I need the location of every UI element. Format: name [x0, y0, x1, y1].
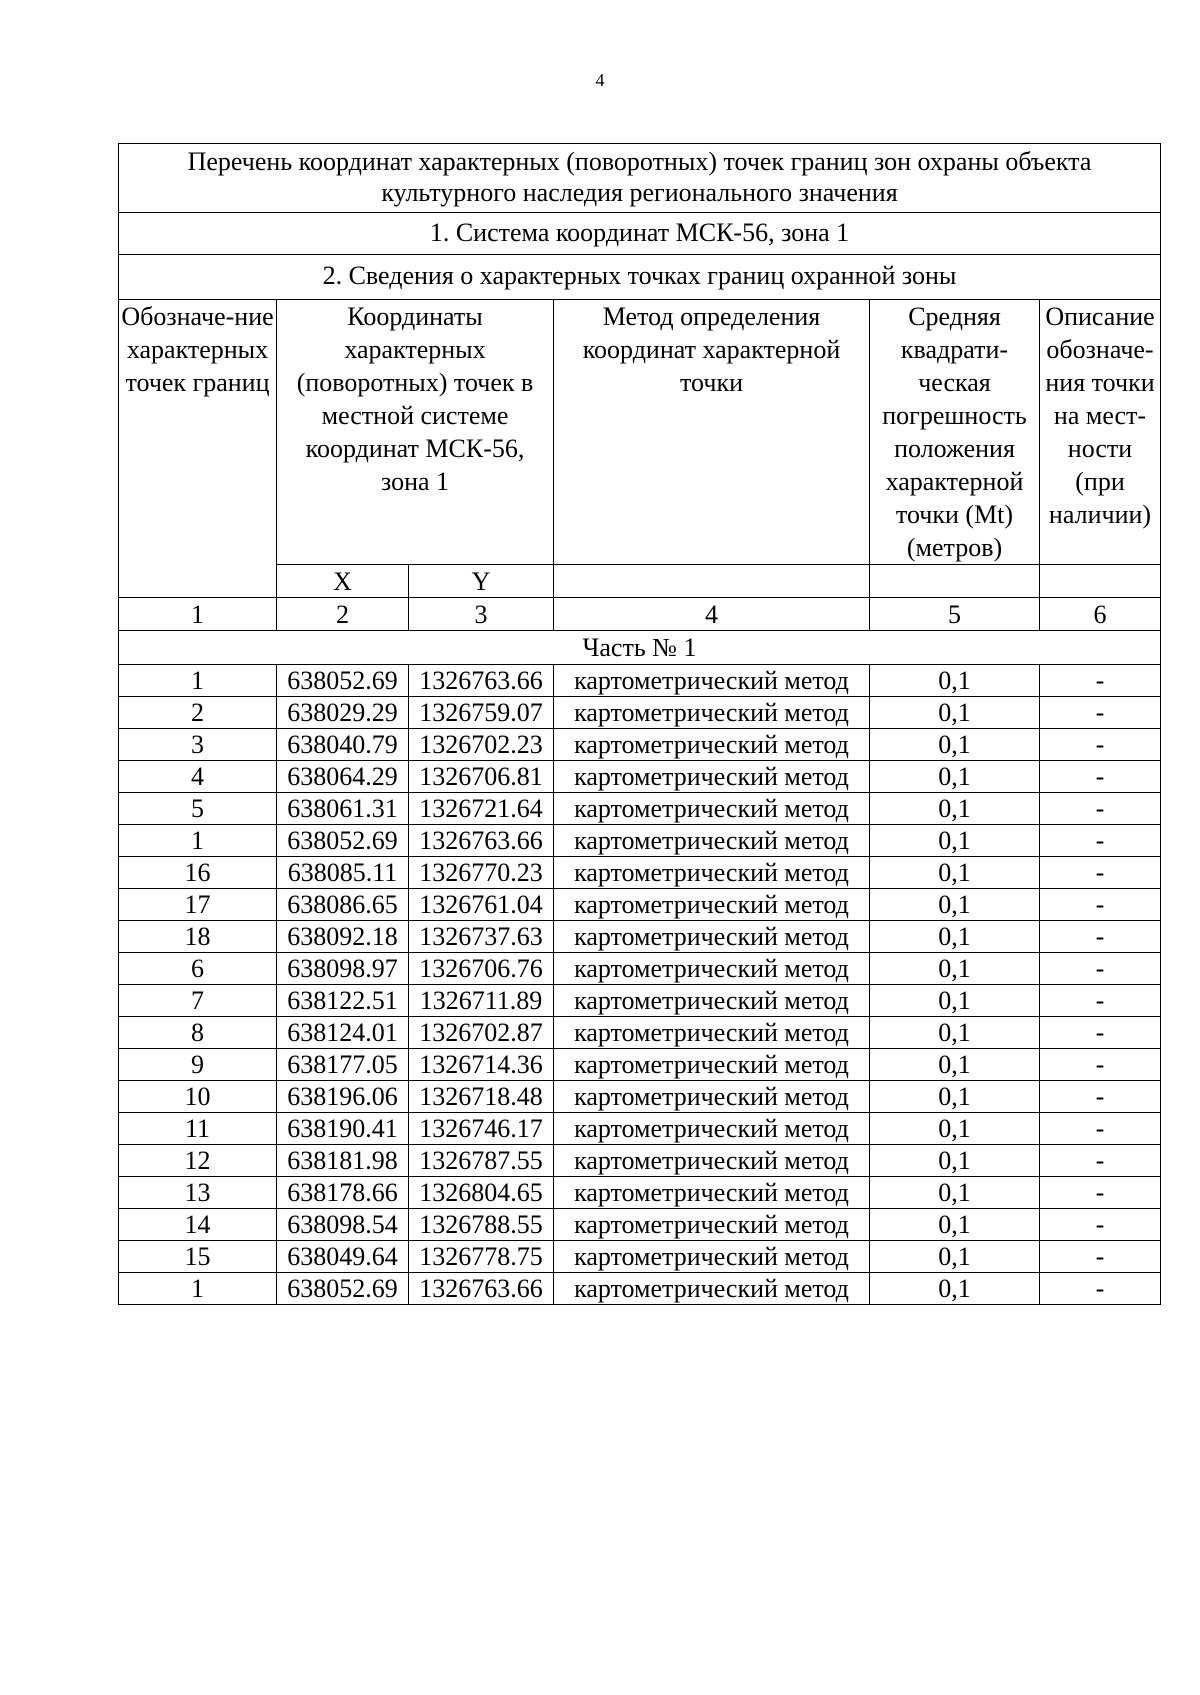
- coord-x: 638092.18: [277, 921, 409, 953]
- point-number: 1: [119, 825, 277, 857]
- coord-y: 1326706.81: [409, 761, 554, 793]
- point-number: 9: [119, 1049, 277, 1081]
- description: -: [1040, 1145, 1161, 1177]
- coord-x: 638086.65: [277, 889, 409, 921]
- coord-y: 1326770.23: [409, 857, 554, 889]
- error-value: 0,1: [870, 985, 1040, 1017]
- coord-x: 638178.66: [277, 1177, 409, 1209]
- coord-x: 638049.64: [277, 1241, 409, 1273]
- table-row: [119, 665, 1161, 697]
- point-number: 2: [119, 697, 277, 729]
- header-empty: [554, 565, 870, 598]
- method: картометрический метод: [554, 1273, 870, 1305]
- coord-y: 1326702.87: [409, 1017, 554, 1049]
- method: картометрический метод: [554, 1081, 870, 1113]
- table-row: [119, 985, 1161, 1017]
- coord-x: 638061.31: [277, 793, 409, 825]
- header-x: X: [277, 565, 409, 598]
- header-error: Средняя квадрати-ческая погрешность положения характерной точки (Mt) (метров): [870, 300, 1040, 565]
- description: -: [1040, 1209, 1161, 1241]
- point-number: 11: [119, 1113, 277, 1145]
- description: -: [1040, 697, 1161, 729]
- point-number: 10: [119, 1081, 277, 1113]
- method: картометрический метод: [554, 1209, 870, 1241]
- error-value: 0,1: [870, 921, 1040, 953]
- coord-x: 638064.29: [277, 761, 409, 793]
- method: картометрический метод: [554, 889, 870, 921]
- table-row: [119, 761, 1161, 793]
- table-row: [119, 1049, 1161, 1081]
- point-number: 6: [119, 953, 277, 985]
- method: картометрический метод: [554, 665, 870, 697]
- coord-y: 1326714.36: [409, 1049, 554, 1081]
- coord-y: 1326759.07: [409, 697, 554, 729]
- error-value: 0,1: [870, 1081, 1040, 1113]
- method: картометрический метод: [554, 729, 870, 761]
- page-number: 4: [595, 70, 605, 90]
- method: картометрический метод: [554, 985, 870, 1017]
- table-row: [119, 1017, 1161, 1049]
- table-row: [119, 889, 1161, 921]
- error-value: 0,1: [870, 793, 1040, 825]
- description: -: [1040, 793, 1161, 825]
- description: -: [1040, 1177, 1161, 1209]
- method: картометрический метод: [554, 1241, 870, 1273]
- coord-y: 1326763.66: [409, 1273, 554, 1305]
- coord-x: 638177.05: [277, 1049, 409, 1081]
- error-value: 0,1: [870, 889, 1040, 921]
- point-number: 18: [119, 921, 277, 953]
- error-value: 0,1: [870, 1049, 1040, 1081]
- method: картометрический метод: [554, 1017, 870, 1049]
- coordinate-system: 1. Система координат МСК-56, зона 1: [119, 213, 1161, 255]
- table-row: [119, 1241, 1161, 1273]
- error-value: 0,1: [870, 729, 1040, 761]
- point-number: 4: [119, 761, 277, 793]
- description: -: [1040, 889, 1161, 921]
- method: картометрический метод: [554, 1113, 870, 1145]
- description: -: [1040, 761, 1161, 793]
- error-value: 0,1: [870, 953, 1040, 985]
- coord-y: 1326787.55: [409, 1145, 554, 1177]
- table-row: [119, 825, 1161, 857]
- point-number: 7: [119, 985, 277, 1017]
- error-value: 0,1: [870, 1177, 1040, 1209]
- method: картометрический метод: [554, 761, 870, 793]
- coord-x: 638196.06: [277, 1081, 409, 1113]
- coord-y: 1326763.66: [409, 825, 554, 857]
- part-row: [119, 631, 1161, 665]
- column-number: 4: [554, 598, 870, 631]
- description: -: [1040, 1049, 1161, 1081]
- table-row: [119, 1081, 1161, 1113]
- coord-x: 638085.11: [277, 857, 409, 889]
- description: -: [1040, 1017, 1161, 1049]
- method: картометрический метод: [554, 793, 870, 825]
- header-empty: [1040, 565, 1161, 598]
- method: картометрический метод: [554, 1049, 870, 1081]
- table-row: [119, 1145, 1161, 1177]
- point-number: 3: [119, 729, 277, 761]
- coord-y: 1326746.17: [409, 1113, 554, 1145]
- coordinates-table: [118, 143, 1161, 1305]
- header-description: Описание обозначе-ния точки на мест-ности (при наличии): [1040, 300, 1161, 565]
- description: -: [1040, 985, 1161, 1017]
- description: -: [1040, 1113, 1161, 1145]
- info-row: [119, 255, 1161, 300]
- error-value: 0,1: [870, 1017, 1040, 1049]
- point-number: 5: [119, 793, 277, 825]
- coord-x: 638181.98: [277, 1145, 409, 1177]
- coord-x: 638052.69: [277, 1273, 409, 1305]
- point-number: 8: [119, 1017, 277, 1049]
- point-number: 1: [119, 1273, 277, 1305]
- point-number: 13: [119, 1177, 277, 1209]
- coord-y: 1326711.89: [409, 985, 554, 1017]
- header-coordinates: Координаты характерных (поворотных) точек в местной системе координат МСК-56, зона 1: [277, 300, 554, 565]
- description: -: [1040, 825, 1161, 857]
- coord-y: 1326763.66: [409, 665, 554, 697]
- error-value: 0,1: [870, 697, 1040, 729]
- error-value: 0,1: [870, 665, 1040, 697]
- table-row: [119, 697, 1161, 729]
- description: -: [1040, 953, 1161, 985]
- column-number-row: [119, 598, 1161, 631]
- table-row: [119, 729, 1161, 761]
- column-number: 6: [1040, 598, 1161, 631]
- error-value: 0,1: [870, 1241, 1040, 1273]
- header-row: [119, 300, 1161, 565]
- error-value: 0,1: [870, 825, 1040, 857]
- table-row: [119, 1273, 1161, 1305]
- description: -: [1040, 1273, 1161, 1305]
- error-value: 0,1: [870, 1113, 1040, 1145]
- description: -: [1040, 857, 1161, 889]
- coord-y: 1326721.64: [409, 793, 554, 825]
- table-title: Перечень координат характерных (поворотных) точек границ зон охраны объекта культурного наследия регионального значения: [119, 144, 1161, 213]
- method: картометрический метод: [554, 953, 870, 985]
- column-number: 3: [409, 598, 554, 631]
- coord-x: 638098.97: [277, 953, 409, 985]
- point-number: 1: [119, 665, 277, 697]
- coord-y: 1326788.55: [409, 1209, 554, 1241]
- column-number: 2: [277, 598, 409, 631]
- column-number: 5: [870, 598, 1040, 631]
- table-row: [119, 953, 1161, 985]
- header-y: Y: [409, 565, 554, 598]
- table-row: [119, 857, 1161, 889]
- zone-info: 2. Сведения о характерных точках границ охранной зоны: [119, 255, 1161, 300]
- error-value: 0,1: [870, 1209, 1040, 1241]
- coord-y: 1326702.23: [409, 729, 554, 761]
- description: -: [1040, 1081, 1161, 1113]
- point-number: 15: [119, 1241, 277, 1273]
- column-number: 1: [119, 598, 277, 631]
- description: -: [1040, 665, 1161, 697]
- point-number: 16: [119, 857, 277, 889]
- table-row: [119, 793, 1161, 825]
- coord-x: 638098.54: [277, 1209, 409, 1241]
- table-row: [119, 1177, 1161, 1209]
- coord-x: 638052.69: [277, 825, 409, 857]
- method: картометрический метод: [554, 1145, 870, 1177]
- coord-x: 638190.41: [277, 1113, 409, 1145]
- error-value: 0,1: [870, 761, 1040, 793]
- coord-y: 1326706.76: [409, 953, 554, 985]
- description: -: [1040, 1241, 1161, 1273]
- method: картометрический метод: [554, 697, 870, 729]
- method: картометрический метод: [554, 857, 870, 889]
- header-method: Метод определения координат характерной точки: [554, 300, 870, 565]
- coord-x: 638122.51: [277, 985, 409, 1017]
- coord-x: 638124.01: [277, 1017, 409, 1049]
- description: -: [1040, 921, 1161, 953]
- header-empty: [870, 565, 1040, 598]
- table-row: [119, 1113, 1161, 1145]
- coord-x: 638029.29: [277, 697, 409, 729]
- coord-x: 638040.79: [277, 729, 409, 761]
- coord-y: 1326718.48: [409, 1081, 554, 1113]
- part-label: Часть № 1: [119, 631, 1161, 665]
- point-number: 12: [119, 1145, 277, 1177]
- coord-y: 1326778.75: [409, 1241, 554, 1273]
- method: картометрический метод: [554, 1177, 870, 1209]
- table-row: [119, 1209, 1161, 1241]
- table-row: [119, 921, 1161, 953]
- system-row: [119, 213, 1161, 255]
- coord-y: 1326761.04: [409, 889, 554, 921]
- point-number: 14: [119, 1209, 277, 1241]
- title-row: [119, 144, 1161, 213]
- error-value: 0,1: [870, 1273, 1040, 1305]
- coord-y: 1326804.65: [409, 1177, 554, 1209]
- description: -: [1040, 729, 1161, 761]
- point-number: 17: [119, 889, 277, 921]
- method: картометрический метод: [554, 825, 870, 857]
- table-body: [119, 144, 1161, 1305]
- method: картометрический метод: [554, 921, 870, 953]
- header-designation: Обозначе-ние характерных точек границ: [119, 300, 277, 598]
- error-value: 0,1: [870, 1145, 1040, 1177]
- coord-y: 1326737.63: [409, 921, 554, 953]
- coord-x: 638052.69: [277, 665, 409, 697]
- error-value: 0,1: [870, 857, 1040, 889]
